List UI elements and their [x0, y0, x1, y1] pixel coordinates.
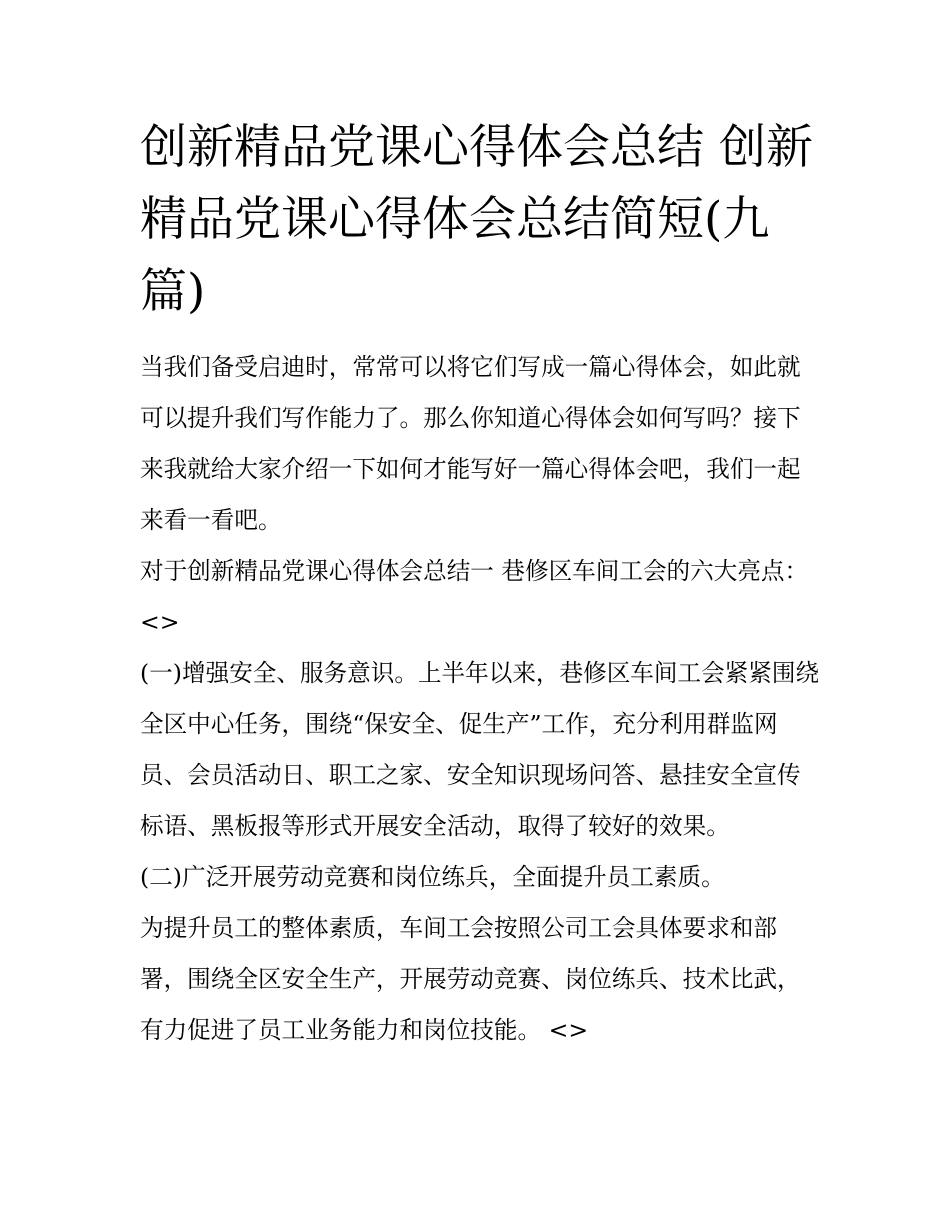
paragraph-intro: 当我们备受启迪时，常常可以将它们写成一篇心得体会，如此就可以提升我们写作能力了。那么你知道心得体会如何写吗？接下来我就给大家介绍一下如何才能写好一篇心得体会吧，我们一起来看一看吧。	[140, 353, 801, 534]
document-title: 创新精品党课心得体会总结 创新精品党课心得体会总结简短(九篇)	[140, 120, 813, 319]
paragraph-point-two-body: 为提升员工的整体素质，车间工会按照公司工会具体要求和部署，围绕全区安全生产，开展劳动竞赛、岗位练兵、技术比武，有力促进了员工业务能力和岗位技能。 <>	[140, 914, 801, 1044]
document-body	[140, 112, 820, 1056]
paragraph-highlights-heading: 对于创新精品党课心得体会总结一 巷修区车间工会的六大亮点： <>	[140, 557, 809, 636]
paragraph-point-two-heading: (二)广泛开展劳动竞赛和岗位练兵，全面提升员工素质。	[140, 863, 725, 891]
paragraph-point-one: (一)增强安全、服务意识。上半年以来，巷修区车间工会紧紧围绕全区中心任务，围绕“保安全、促生产”工作，充分利用群监网员、会员活动日、职工之家、安全知识现场问答、悬挂安全宣传标语、黑板报等形式开展安全活动，取得了较好的效果。	[140, 659, 820, 840]
